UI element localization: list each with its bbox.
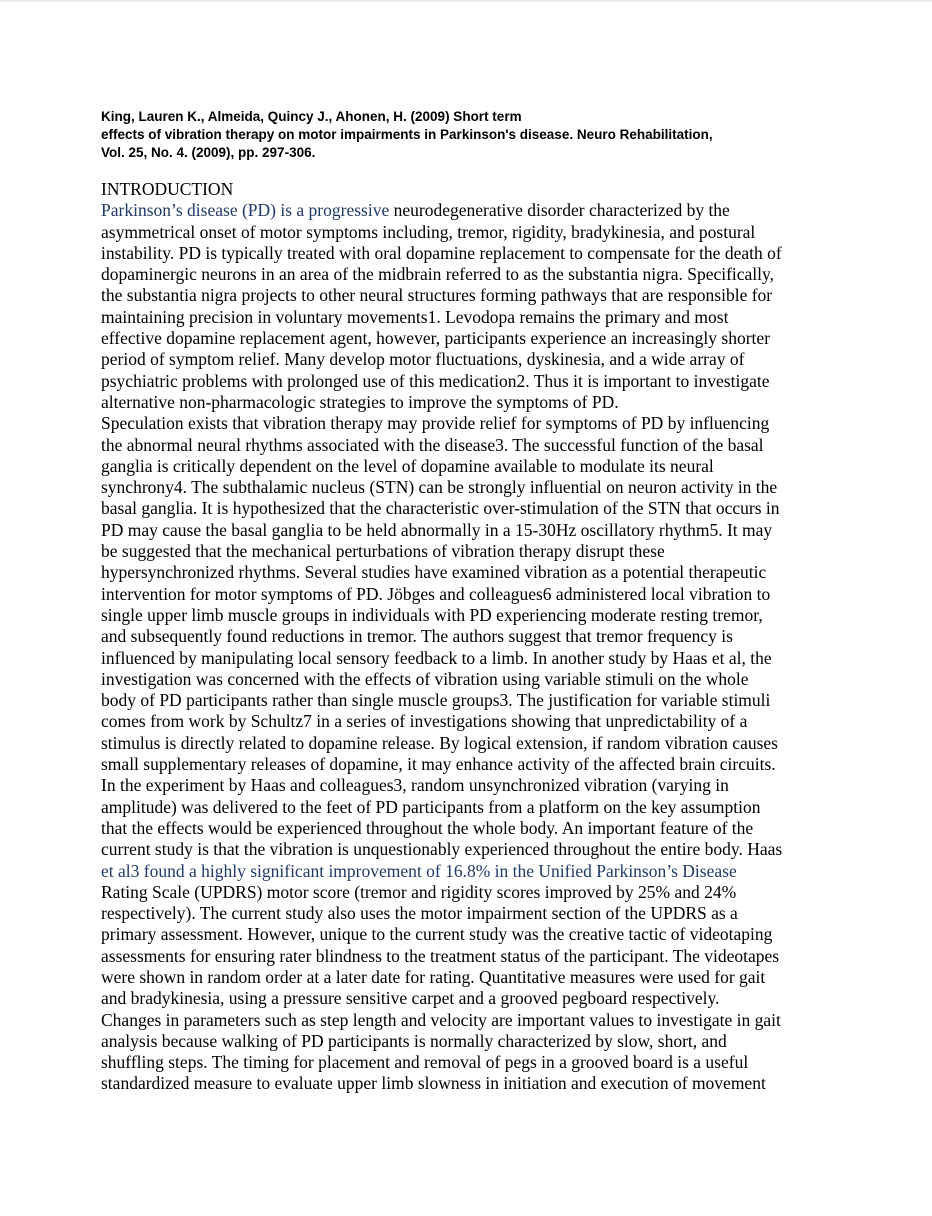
body-line: Changes in parameters such as step length and velocity are important values to investigate in gait [101, 1009, 781, 1030]
body-lines-container [101, 222, 841, 861]
citation-line: Vol. 25, No. 4. (2009), pp. 297-306. [101, 145, 316, 160]
body-line: basal ganglia. It is hypothesized that the characteristic over-stimulation of the STN that occurs in [101, 498, 780, 519]
body-line: body of PD participants rather than single muscle groups3. The justification for variable stimuli [101, 690, 771, 711]
body-line: shuffling steps. The timing for placement and removal of pegs in a grooved board is a useful [101, 1052, 749, 1073]
body-line: the abnormal neural rhythms associated with the disease3. The successful function of the basal [101, 434, 764, 455]
body-line: synchrony4. The subthalamic nucleus (STN) can be strongly influential on neuron activity in the [101, 477, 778, 498]
body-line: hypersynchronized rhythms. Several studies have examined vibration as a potential therapeutic [101, 562, 767, 583]
body-line: amplitude) was delivered to the feet of PD participants from a platform on the key assumption [101, 796, 761, 817]
body-line: stimulus is directly related to dopamine release. By logical extension, if random vibration causes [101, 732, 778, 753]
body-line: In the experiment by Haas and colleagues3, random unsynchronized vibration (varying in [101, 775, 729, 796]
body-text-span: neurodegenerative disorder characterized by the [393, 200, 730, 221]
citation-line: King, Lauren K., Almeida, Quincy J., Ahonen, H. (2009) Short term [101, 109, 522, 124]
body-line: primary assessment. However, unique to the current study was the creative tactic of videotaping [101, 924, 773, 945]
body-line: respectively). The current study also uses the motor impairment section of the UPDRS as a [101, 903, 738, 924]
body-line: and subsequently found reductions in tremor. The authors suggest that tremor frequency is [101, 626, 733, 647]
body-line: standardized measure to evaluate upper limb slowness in initiation and execution of movement [101, 1073, 766, 1094]
highlighted-text: Parkinson’s disease (PD) is a progressive [101, 200, 394, 221]
body-line: asymmetrical onset of motor symptoms including, tremor, rigidity, bradykinesia, and postural [101, 221, 756, 242]
body-line: ganglia is critically dependent on the level of dopamine available to modulate its neural [101, 455, 714, 476]
body-line: psychiatric problems with prolonged use of this medication2. Thus it is important to investigate [101, 370, 770, 391]
body-line: analysis because walking of PD participants is normally characterized by slow, short, and [101, 1030, 727, 1051]
body-line: Rating Scale (UPDRS) motor score (tremor and rigidity scores improved by 25% and 24% [101, 881, 737, 902]
body-line: PD may cause the basal ganglia to be held abnormally in a 15-30Hz oscillatory rhythm5. It may [101, 519, 773, 540]
body-line: that the effects would be experienced throughout the whole body. An important feature of the [101, 817, 754, 838]
citation-block [101, 108, 841, 162]
body-paragraphs [101, 200, 841, 1094]
body-line: be suggested that the mechanical perturbations of vibration therapy disrupt these [101, 541, 665, 562]
page-top-edge [0, 0, 932, 3]
body-line: alternative non-pharmacologic strategies to improve the symptoms of PD. [101, 391, 619, 412]
body-line: the substantia nigra projects to other neural structures forming pathways that are responsible for [101, 285, 773, 306]
document-page [101, 108, 841, 1095]
body-line: and bradykinesia, using a pressure sensitive carpet and a grooved pegboard respectively. [101, 988, 720, 1009]
body-line: Speculation exists that vibration therapy may provide relief for symptoms of PD by influencing [101, 413, 770, 434]
highlighted-line: et al3 found a highly significant improvement of 16.8% in the Unified Parkinson’s Disease [101, 860, 737, 881]
body-line: maintaining precision in voluntary movements1. Levodopa remains the primary and most [101, 306, 729, 327]
body-line: dopaminergic neurons in an area of the midbrain referred to as the substantia nigra. Specifically, [101, 264, 775, 285]
body-line: effective dopamine replacement agent, however, participants experience an increasingly shorter [101, 328, 771, 349]
body-line: current study is that the vibration is unquestionably experienced throughout the entire body. Haas [101, 839, 783, 860]
body-line [101, 200, 841, 221]
body-line: intervention for motor symptoms of PD. Jöbges and colleagues6 administered local vibration to [101, 583, 771, 604]
body-line: were shown in random order at a later date for rating. Quantitative measures were used for gait [101, 966, 766, 987]
body-line: assessments for ensuring rater blindness to the treatment status of the participant. The videotapes [101, 945, 780, 966]
body-line: period of symptom relief. Many develop motor fluctuations, dyskinesia, and a wide array of [101, 349, 745, 370]
body-line: investigation was concerned with the effects of vibration using variable stimuli on the whole [101, 668, 749, 689]
body-lines-after-container [101, 882, 841, 1095]
body-line: instability. PD is typically treated with oral dopamine replacement to compensate for the death of [101, 242, 782, 263]
citation-line: effects of vibration therapy on motor impairments in Parkinson's disease. Neuro Rehabilitation, [101, 127, 713, 142]
body-line: small supplementary releases of dopamine, it may enhance activity of the affected brain circuits. [101, 754, 776, 775]
section-heading: INTRODUCTION [101, 179, 234, 199]
body-line: influenced by manipulating local sensory feedback to a limb. In another study by Haas et al, the [101, 647, 772, 668]
body-line: single upper limb muscle groups in individuals with PD experiencing moderate resting tremor, [101, 604, 763, 625]
body-line: comes from work by Schultz7 in a series of investigations showing that unpredictability of a [101, 711, 748, 732]
